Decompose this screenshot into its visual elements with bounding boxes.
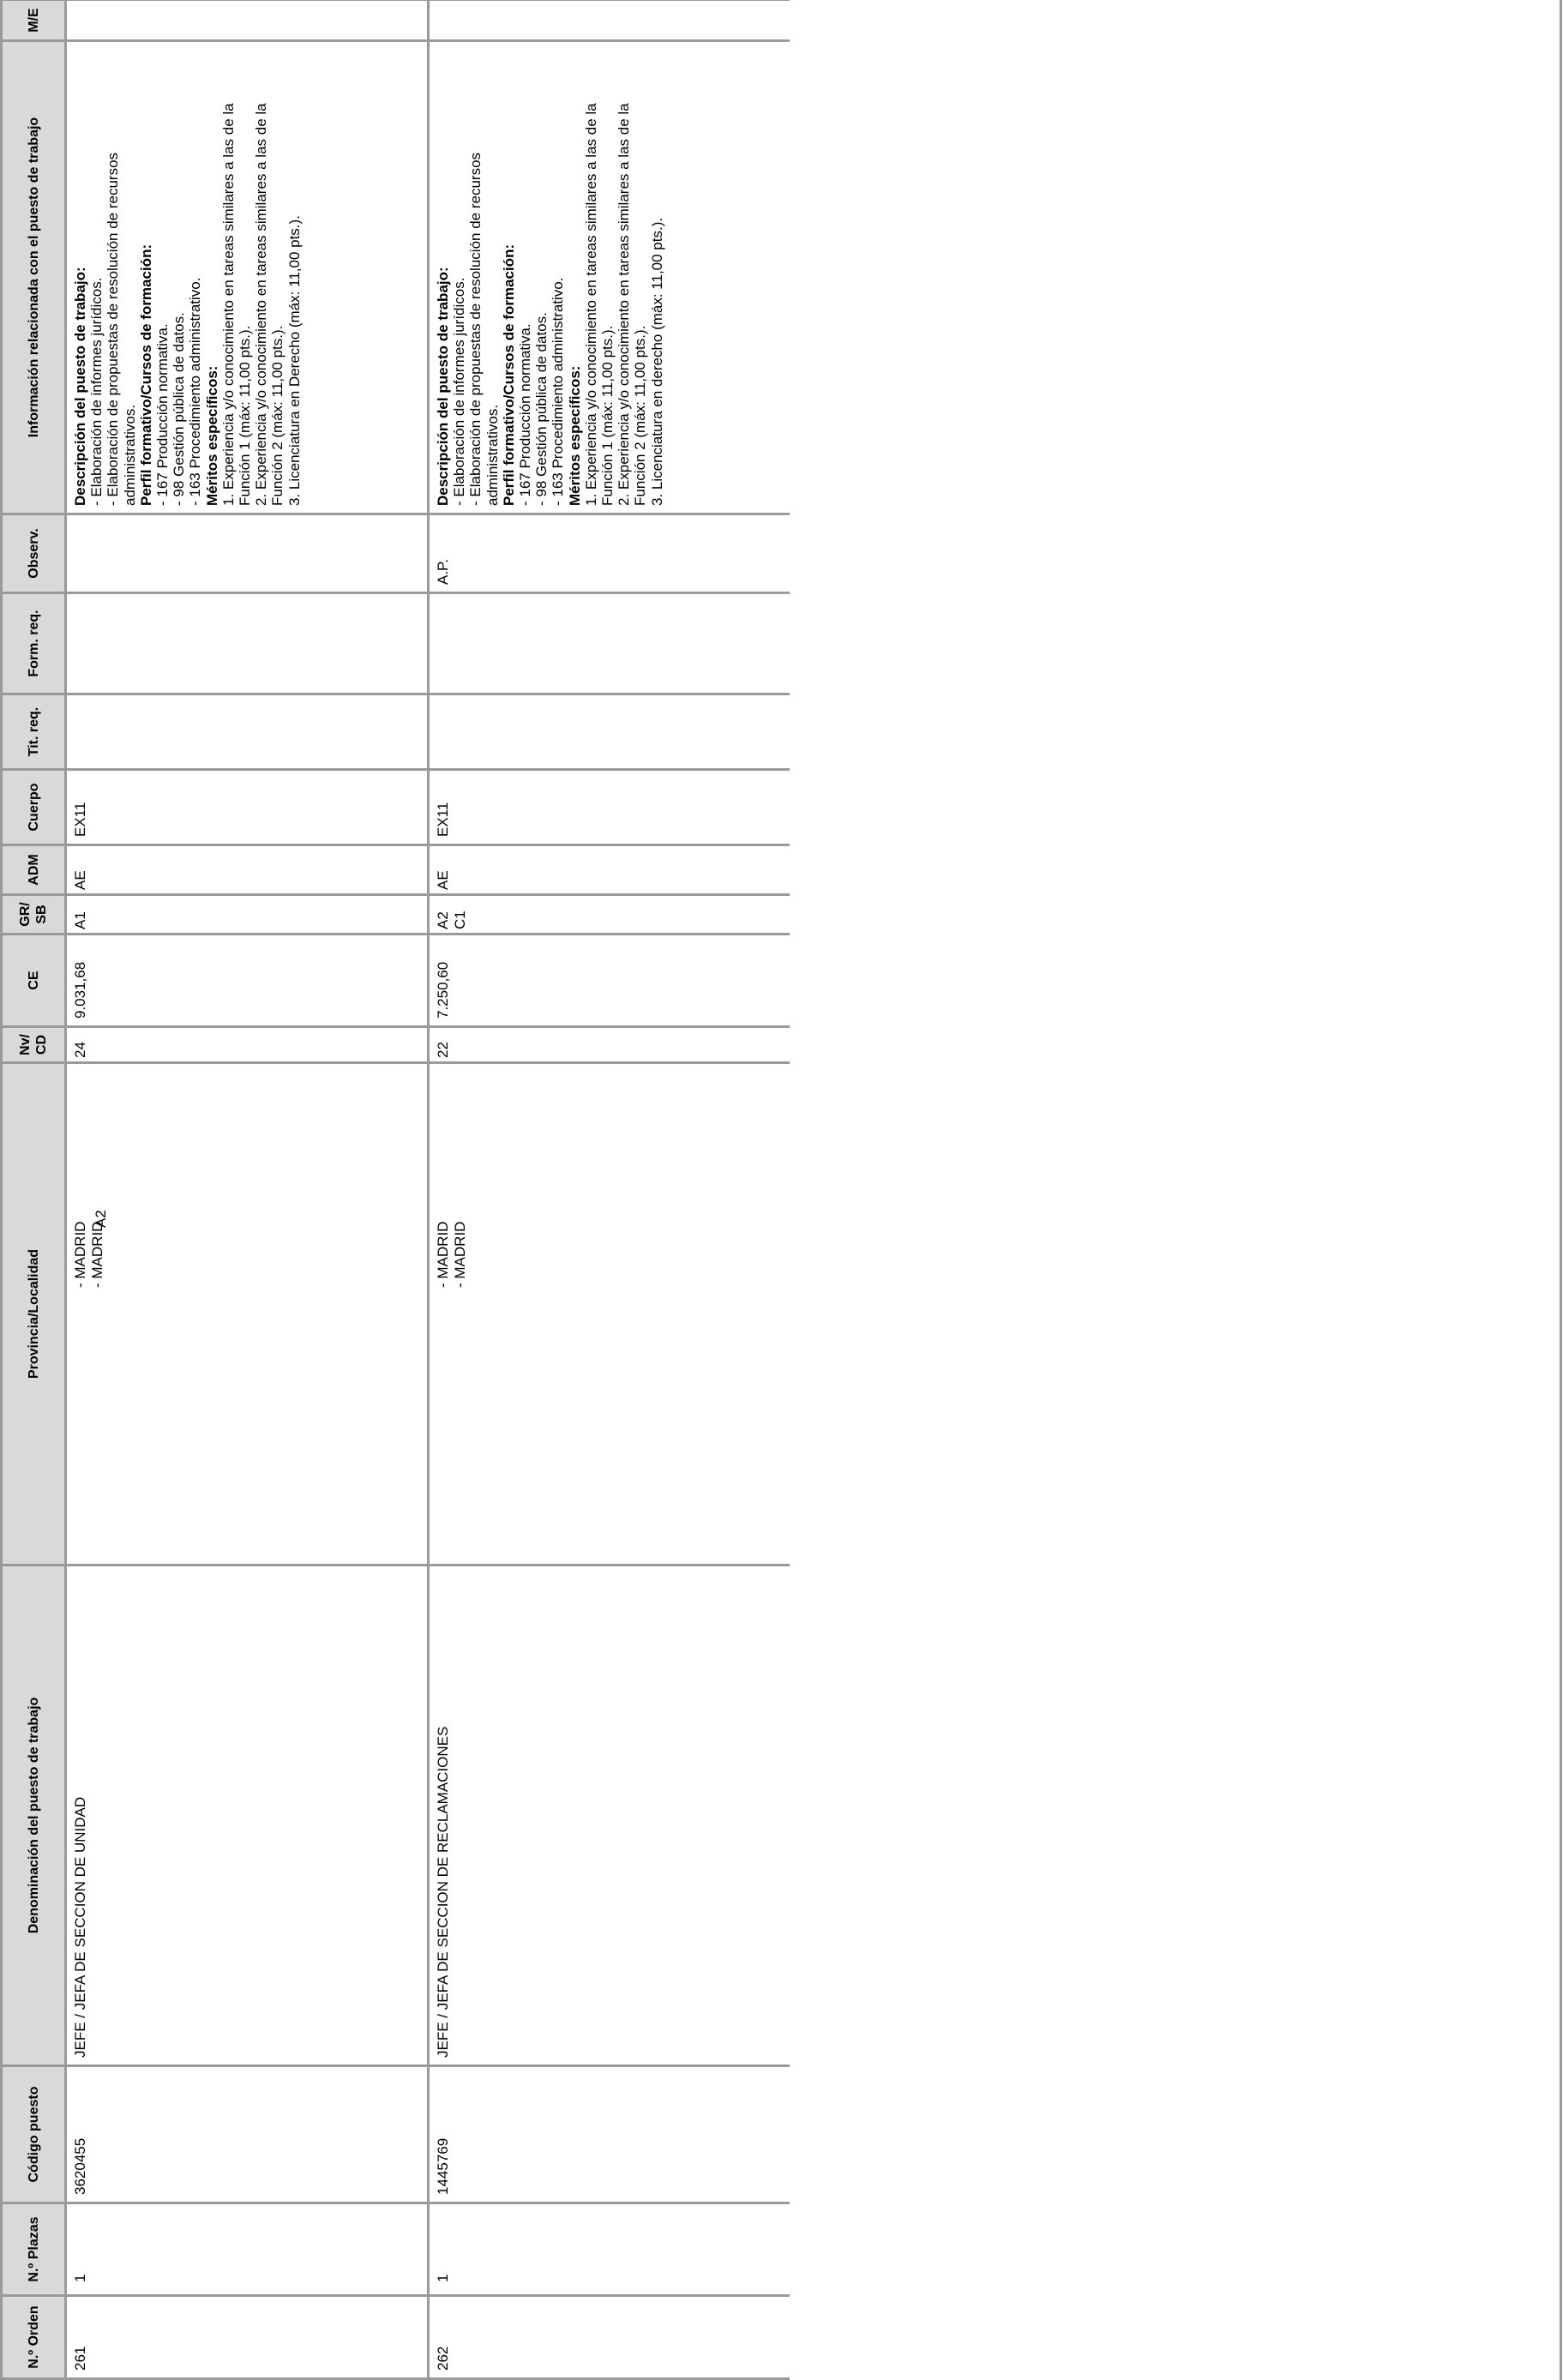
grupo-value-1: A2 — [435, 911, 451, 929]
header-provincia: Provincia/Localidad — [3, 1061, 64, 1564]
plazas-cell: 1 — [67, 2202, 427, 2294]
provincia-value: - MADRID — [72, 1221, 88, 1288]
desc-item: administrativos. — [121, 404, 138, 506]
info-cell — [430, 39, 790, 513]
provincia-cell — [67, 1061, 427, 1564]
grupo-cell — [430, 893, 790, 933]
desc-item: - Elaboración de informes jurídicos. — [88, 277, 105, 506]
grupo-value-2: A2 — [93, 1210, 109, 1228]
header-observ: Observ. — [3, 513, 64, 592]
form-cell — [67, 592, 427, 693]
provincia-cell — [430, 1061, 790, 1564]
denominacion-cell: JEFE / JEFA DE SECCION DE UNIDAD — [67, 1564, 427, 2064]
merito-item: Función 1 (máx: 11,00 pts.). — [237, 325, 254, 506]
tit-cell — [67, 693, 427, 768]
header-tit: Tit. req. — [3, 693, 64, 768]
merito-item: Función 2 (máx: 11,00 pts.). — [632, 325, 649, 506]
form-cell — [430, 592, 790, 693]
desc-item: administrativos. — [484, 404, 501, 506]
nivel-cell: 22 — [430, 1025, 790, 1061]
header-info: Información relacionada con el puesto de trabajo — [3, 39, 64, 513]
grupo-cell — [67, 893, 427, 933]
merito-item: 1. Experiencia y/o conocimiento en tareas similares a las de la — [219, 103, 237, 506]
localidad-value: - MADRID — [452, 1221, 468, 1288]
header-plazas: N.º Plazas — [3, 2202, 64, 2294]
desc-item: - Elaboración de informes jurídicos. — [451, 277, 468, 506]
codigo-cell: 1445769 — [430, 2064, 790, 2202]
header-me: M/E — [3, 0, 64, 39]
blank-area — [790, 0, 1560, 2380]
merito-item: 2. Experiencia y/o conocimiento en tareas similares a las de la — [616, 103, 633, 506]
desc-title: Descripción del puesto de trabajo: — [435, 267, 451, 506]
perfil-item: - 163 Procedimiento administrativo. — [550, 277, 567, 506]
header-denominacion: Denominación del puesto de trabajo — [3, 1564, 64, 2064]
merito-item: Función 2 (máx: 11,00 pts.). — [269, 325, 286, 506]
desc-item: - Elaboración de propuestas de resolución de recursos — [467, 152, 484, 506]
merito-item: Función 1 (máx: 11,00 pts.). — [599, 325, 616, 506]
perfil-item: - 163 Procedimiento administrativo. — [187, 277, 204, 506]
denominacion-cell: JEFE / JEFA DE SECCION DE RECLAMACIONES — [430, 1564, 790, 2064]
codigo-cell: 3620455 — [67, 2064, 427, 2202]
tit-cell — [430, 693, 790, 768]
meritos-title: Méritos específicos: — [566, 365, 583, 506]
provincia-value: - MADRID — [435, 1221, 451, 1288]
cuerpo-cell: EX11 — [67, 768, 427, 844]
header-ce: CE — [3, 933, 64, 1025]
grupo-value-2: C1 — [452, 911, 468, 929]
table-row — [67, 0, 427, 2380]
merito-item: 3. Licenciatura en Derecho (máx: 11,00 pts.). — [286, 215, 303, 506]
cuerpo-cell: EX11 — [430, 768, 790, 844]
header-adm: ADM — [3, 844, 64, 893]
localidad-value: - MADRID — [89, 1221, 105, 1288]
orden-cell: 262 — [430, 2294, 790, 2380]
adm-cell: AE — [430, 844, 790, 893]
header-orden: N.º Orden — [3, 2294, 64, 2380]
perfil-item: - 167 Producción normativa. — [517, 323, 534, 506]
observ-cell: A.P. — [430, 513, 790, 592]
merito-item: 3. Licenciatura en derecho (máx: 11,00 pts.). — [648, 217, 665, 506]
header-grupo: GR/ SB — [3, 893, 64, 933]
desc-title: Descripción del puesto de trabajo: — [72, 267, 88, 506]
info-cell — [67, 39, 427, 513]
perfil-item: - 98 Gestión pública de datos. — [171, 312, 188, 506]
perfil-title: Perfil formativo/Cursos de formación: — [500, 243, 517, 506]
header-cuerpo: Cuerpo — [3, 768, 64, 844]
perfil-item: - 167 Producción normativa. — [154, 323, 171, 506]
header-form: Form. req. — [3, 592, 64, 693]
merito-item: 2. Experiencia y/o conocimiento en tareas similares a las de la — [253, 103, 270, 506]
observ-cell — [67, 513, 427, 592]
me-cell — [67, 0, 427, 39]
header-codigo: Código puesto — [3, 2064, 64, 2202]
perfil-title: Perfil formativo/Cursos de formación: — [137, 243, 154, 506]
desc-item: - Elaboración de propuestas de resolución de recursos — [105, 152, 122, 506]
adm-cell: AE — [67, 844, 427, 893]
meritos-title: Méritos específicos: — [203, 365, 220, 506]
merito-item: 1. Experiencia y/o conocimiento en tareas similares a las de la — [582, 103, 599, 506]
ce-cell: 9.031,68 — [67, 933, 427, 1025]
table-row — [430, 0, 790, 2380]
perfil-item: - 98 Gestión pública de datos. — [533, 312, 550, 506]
grupo-value-1: A1 — [72, 911, 88, 929]
plazas-cell: 1 — [430, 2202, 790, 2294]
orden-cell: 261 — [67, 2294, 427, 2380]
table-header — [3, 0, 64, 2380]
nivel-cell: 24 — [67, 1025, 427, 1061]
header-nivel: Nv/ CD — [3, 1025, 64, 1061]
me-cell — [430, 0, 790, 39]
ce-cell: 7.250,60 — [430, 933, 790, 1025]
